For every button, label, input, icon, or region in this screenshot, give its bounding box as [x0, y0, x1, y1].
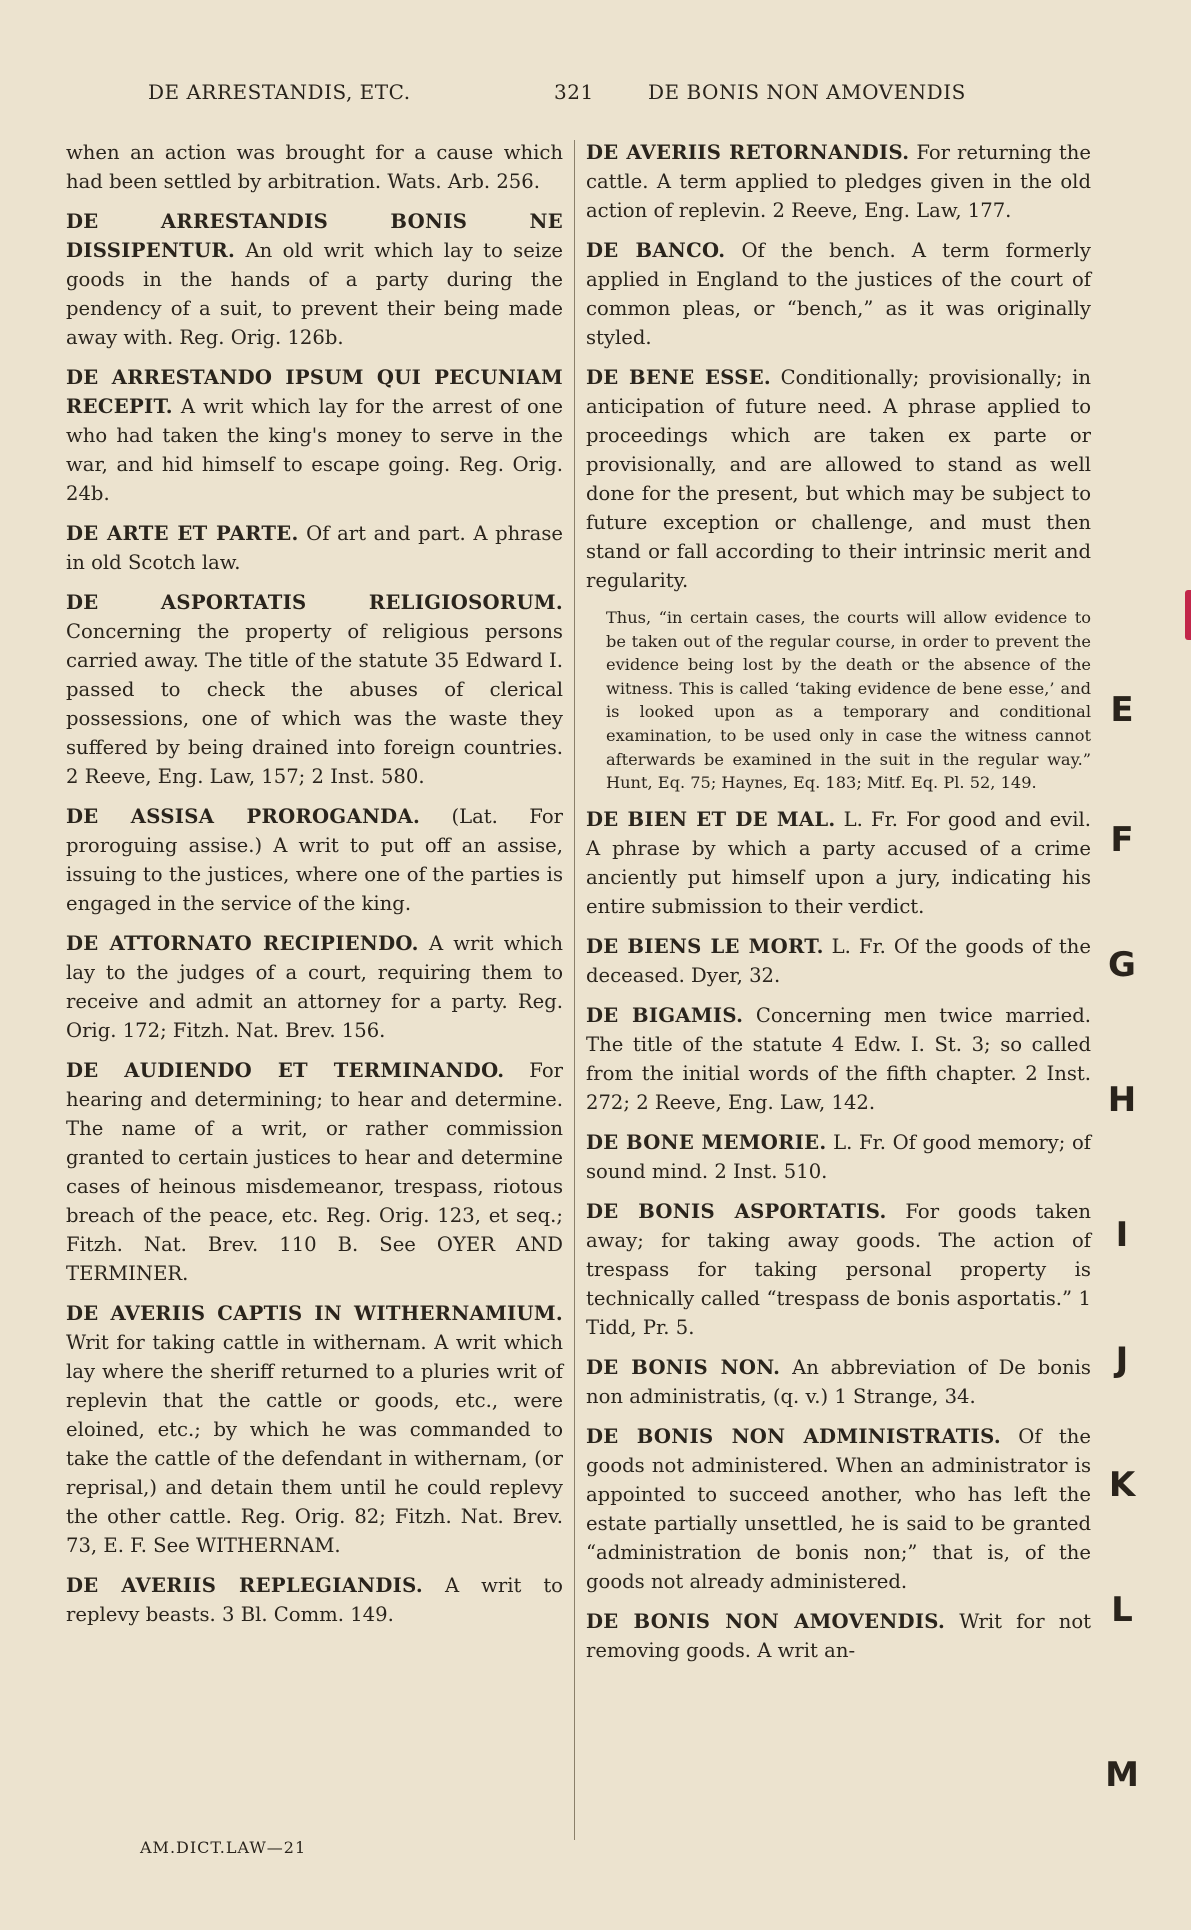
page-edge-mark: [1185, 590, 1191, 640]
dictionary-entry: [66, 1299, 563, 1560]
entry-text: A writ which lay to the judges of a court, requiring them to receive and admit an attorney for a party. Reg. Orig. 172; Fitzh. Nat. Brev. 156.: [66, 932, 563, 1042]
entry-headword: DE AVERIIS REPLEGIANDIS.: [66, 1574, 424, 1597]
dictionary-entry: [586, 363, 1091, 595]
dictionary-entry: [66, 588, 563, 791]
entry-headword: DE BONIS NON ADMINISTRATIS.: [586, 1424, 1002, 1448]
dictionary-entry: [586, 1128, 1091, 1186]
dictionary-entry: [586, 1353, 1091, 1411]
dictionary-entry: [66, 929, 563, 1045]
dictionary-entry: [586, 1422, 1091, 1596]
entry-headword: DE BIENS LE MORT.: [586, 934, 824, 958]
thumb-index-letter: I: [1115, 1215, 1129, 1255]
thumb-index-letter: M: [1105, 1755, 1139, 1795]
entry-text: Writ for taking cattle in withernam. A writ which lay where the sheriff returned to a pluries writ of replevin that the cattle or goods, etc., were eloined, etc.; by which he was commanded to take the cattle of the defendant in withernam, (or reprisal,) and detain them until he could replevy the other cattle. Reg. Orig. 82; Fitzh. Nat. Brev. 73, E. F. See WITHERNAM.: [66, 1331, 563, 1557]
signature-footer: AM.DICT.LAW—21: [140, 1838, 307, 1857]
thumb-index: [1102, 0, 1162, 1930]
dictionary-entry: [66, 519, 563, 577]
entry-headword: DE ARTE ET PARTE.: [66, 522, 299, 545]
entry-text: Of the bench. A term formerly applied in England to the justices of the court of common pleas, or “bench,” as it was originally styled.: [586, 239, 1091, 349]
entry-text: A writ which lay for the arrest of one who had taken the king's money to serve in the war, and hid himself to escape going. Reg. Orig. 24b.: [66, 395, 563, 505]
entry-note: [606, 606, 1091, 795]
entry-text: Concerning the property of religious persons carried away. The title of the statute 35 Edward I. passed to check the abuses of clerical possessions, one of which was the waste they suffered by being drained into foreign countries. 2 Reeve, Eng. Law, 157; 2 Inst. 580.: [66, 620, 563, 788]
entry-headword: DE BENE ESSE.: [586, 366, 772, 389]
dictionary-entry: [66, 207, 563, 352]
dictionary-entry: [586, 1607, 1091, 1665]
dictionary-entry: [586, 138, 1091, 225]
dictionary-entry: [586, 805, 1091, 921]
thumb-index-letter: J: [1115, 1340, 1129, 1380]
entry-headword: DE AVERIIS RETORNANDIS.: [586, 141, 910, 164]
thumb-index-letter: G: [1108, 945, 1136, 985]
entry-text: An abbreviation of De bonis non administratis, (q. v.) 1 Strange, 34.: [586, 1355, 1091, 1408]
dictionary-entry: [66, 138, 563, 196]
thumb-index-letter: H: [1107, 1080, 1137, 1120]
page-number: 321: [554, 80, 594, 104]
entry-headword: DE ASPORTATIS RELIGIOSORUM.: [66, 591, 563, 614]
entry-headword: DE ARRESTANDIS BONIS NE DISSIPENTUR.: [66, 210, 563, 262]
entry-text: A writ to replevy beasts. 3 Bl. Comm. 149.: [66, 1574, 563, 1626]
header-right: DE BONIS NON AMOVENDIS: [648, 80, 966, 104]
dictionary-entry: [586, 1001, 1091, 1117]
entry-headword: DE BONIS NON.: [586, 1355, 781, 1379]
column-divider: [574, 140, 575, 1840]
entry-text: Concerning men twice married. The title of the statute 4 Edw. I. St. 3; so called from the initial words of the fifth chapter. 2 Inst. 272; 2 Reeve, Eng. Law, 142.: [586, 1003, 1091, 1114]
thumb-index-letter: E: [1110, 690, 1134, 730]
header-left: DE ARRESTANDIS, ETC.: [148, 80, 411, 104]
thumb-index-letter: L: [1111, 1590, 1133, 1630]
entry-headword: DE BONIS ASPORTATIS.: [586, 1199, 887, 1223]
entry-text: L. Fr. For good and evil. A phrase by which a party accused of a crime anciently put himself upon a jury, indicating his entire submission to their verdict.: [586, 807, 1091, 918]
entry-text: L. Fr. Of the goods of the deceased. Dyer, 32.: [586, 934, 1091, 987]
entry-text: An old writ which lay to seize goods in the hands of a party during the pendency of a suit, to prevent their being made away with. Reg. Orig. 126b.: [66, 239, 563, 349]
left-column: [66, 138, 563, 1640]
entry-headword: DE BANCO.: [586, 239, 726, 262]
right-column: [586, 138, 1091, 1676]
entry-headword: DE BONE MEMORIE.: [586, 1130, 827, 1154]
entry-text: Of art and part. A phrase in old Scotch law.: [66, 522, 563, 574]
entry-text: For goods taken away; for taking away goods. The action of trespass for taking personal property is technically called “trespass de bonis asportatis.” 1 Tidd, Pr. 5.: [586, 1199, 1091, 1339]
running-header: [66, 80, 1066, 110]
dictionary-entry: [586, 932, 1091, 990]
entry-headword: DE BONIS NON AMOVENDIS.: [586, 1609, 946, 1633]
dictionary-entry: [586, 1197, 1091, 1342]
entry-text: Writ for not removing goods. A writ an-: [586, 1609, 1091, 1662]
entry-text: Of the goods not administered. When an administrator is appointed to succeed another, who has left the estate partially unsettled, he is said to be granted “administration de bonis non;” that is, of the goods not already administered.: [586, 1424, 1091, 1593]
entry-text: when an action was brought for a cause which had been settled by arbitration. Wats. Arb. 256.: [66, 141, 563, 193]
dictionary-entry: [66, 802, 563, 918]
entry-headword: DE BIEN ET DE MAL.: [586, 807, 836, 831]
dictionary-entry: [66, 1571, 563, 1629]
entry-headword: DE BIGAMIS.: [586, 1003, 744, 1027]
entry-text: Conditionally; provisionally; in anticipation of future need. A phrase applied to proceedings which are taken ex parte or provisionally, and are allowed to stand as well done for the present, but which may be subject to future exception or challenge, and must then stand or fall according to their intrinsic merit and regularity.: [586, 366, 1091, 592]
thumb-index-letter: F: [1110, 820, 1134, 860]
entry-headword: DE ARRESTANDO IPSUM QUI PECUNIAM RECEPIT.: [66, 366, 563, 418]
entry-headword: DE AUDIENDO ET TERMINANDO.: [66, 1059, 505, 1082]
entry-text: Thus, “in certain cases, the courts will allow evidence to be taken out of the regular course, in order to prevent the evidence being lost by the death or the absence of the witness. This is called ‘taking evidence de bene esse,’ and is looked upon as a temporary and conditional examination, to be used only in case the witness cannot afterwards be examined in the suit in the regular way.” Hunt, Eq. 75; Haynes, Eq. 183; Mitf. Eq. Pl. 52, 149.: [606, 608, 1091, 793]
entry-text: For hearing and determining; to hear and determine. The name of a writ, or rather commission granted to certain justices to hear and determine cases of heinous misdemeanor, trespass, riotous breach of the peace, etc. Reg. Orig. 123, et seq.; Fitzh. Nat. Brev. 110 B. See OYER AND TERMINER.: [66, 1059, 563, 1285]
dictionary-entry: [586, 236, 1091, 352]
entry-text: (Lat. For proroguing assise.) A writ to put off an assise, issuing to the justices, where one of the parties is engaged in the service of the king.: [66, 805, 563, 915]
dictionary-entry: [66, 363, 563, 508]
entry-text: L. Fr. Of good memory; of sound mind. 2 Inst. 510.: [586, 1130, 1091, 1183]
entry-text: For returning the cattle. A term applied to pledges given in the old action of replevin. 2 Reeve, Eng. Law, 177.: [586, 141, 1091, 222]
entry-headword: DE AVERIIS CAPTIS IN WITHERNAMIUM.: [66, 1302, 563, 1325]
thumb-index-letter: K: [1108, 1465, 1136, 1505]
dictionary-entry: [66, 1056, 563, 1288]
entry-headword: DE ASSISA PROROGANDA.: [66, 805, 421, 828]
entry-headword: DE ATTORNATO RECIPIENDO.: [66, 932, 419, 955]
